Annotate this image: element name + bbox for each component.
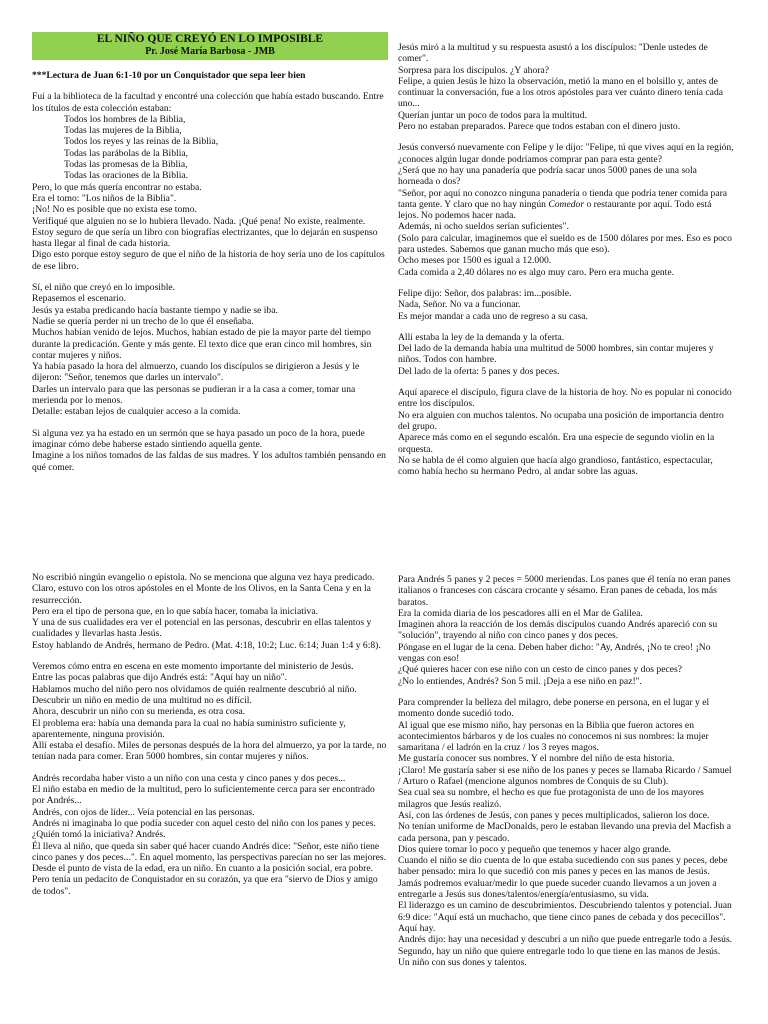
document-title: EL NIÑO QUE CREYÓ EN LO IMPOSIBLE <box>96 33 324 45</box>
text-line: Nada, Señor. No va a funcionar. <box>398 299 521 311</box>
text-line: Sea cual sea su nombre, el hecho es que fue protagonista de uno de los mayores milagros que Jesús realizó. <box>398 787 704 810</box>
text-line: Jesús miró a la multitud y su respuesta asustó a los discípulos: "Denle ustedes de comer". <box>398 42 708 65</box>
text-line: Imagine a los niños tomados de las faldas de sus madres. Y los adultos también pensando en qué comer. <box>32 450 386 473</box>
text-line: Hablamos mucho del niño pero nos olvidamos de quién realmente descubrió al niño. <box>32 683 357 695</box>
text-line: Además, ni ocho sueldos serían suficientes". <box>398 221 569 233</box>
text-line: ¿Será que no hay una panadería que podría sacar unos 5000 panes de una sola horneada o dos? <box>398 164 697 188</box>
text-line: Él lleva al niño, que queda sin saber qué hacer cuando Andrés dice: "Señor, este niño tiene cinco panes y dos peces...". En aquel momento, las perspectivas parecían no ser las mejores. <box>32 840 386 863</box>
text-line: Al igual que ese mismo niño, hay personas en la Biblia que fueron actores en acontecimientos bárbaros y de los cuales no conocemos ni sus nombres: la mujer samaritana / el ladrón en la cruz / los 3 reyes magos. <box>398 719 709 754</box>
text-line: Felipe dijo: Señor, dos palabras: im...posible. <box>398 287 572 299</box>
text-line: Estoy seguro de que sería un libro con biografías electrizantes, que lo dejarán en suspenso hasta llegar al final de cada historia. <box>32 226 378 250</box>
paragraph <box>32 282 388 418</box>
text-line: El niño estaba en medio de la multitud, pero lo suficientemente cerca para ser encontrado por Andrés... <box>32 784 375 807</box>
text-line: Pero no estaban preparados. Parece que todos estaban con el dinero justo. <box>398 121 681 133</box>
text-line: Querían juntar un poco de todos para la multitud. <box>398 109 587 121</box>
text-line: Nadie se quería perder ni un trecho de lo que él enseñaba. <box>32 315 254 327</box>
text-line: El liderazgo es un camino de descubrimientos. Descubriendo talentos y potencial. Juan 6:9 dice: "Aquí está un muchacho, que tiene cinco panes de cebada y dos pececillos". Aquí hay. <box>398 900 732 934</box>
paragraph <box>32 91 388 272</box>
paragraph <box>398 574 734 687</box>
text-line: Todas las oraciones de la Biblia. <box>64 170 189 182</box>
text-line: Andrés dijo: hay una necesidad y descubrí a un niño que puede entregarle todo a Jesús. <box>398 934 733 946</box>
text-line: Es mejor mandar a cada uno de regreso a su casa. <box>398 310 588 322</box>
paragraph <box>32 428 388 473</box>
paragraph <box>398 142 734 278</box>
text-line: Ocho meses por 1500 es igual a 12.000. <box>398 255 552 267</box>
text-line: Sorpresa para los discípulos. ¿Y ahora? <box>398 64 549 76</box>
text-line: Para comprender la belleza del milagro, debe ponerse en persona, en el lugar y el momento donde sucedió todo. <box>398 696 710 720</box>
column-body <box>32 572 388 897</box>
column-bottom-right <box>398 574 734 1024</box>
text-line: Si alguna vez ya ha estado en un sermón que se haya pasado un poco de la hora, puede imaginar cómo debe haberse estado sintiendo aquella gente. <box>32 427 365 450</box>
text-line: Jamás podremos evaluar/medir lo que puede suceder cuando llevamos a un joven a entregarle a Jesús sus dones/talentos/energía/entusiasmo, su vida. <box>398 877 717 901</box>
text-line: Todas las promesas de la Biblia, <box>64 159 188 171</box>
text-line: ¡Claro! Me gustaría saber si ese niño de los panes y peces se llamaba Ricardo / Samuel / Arturo o Rafael (mencione algunos nombres de Conquis de su Club). <box>398 764 732 788</box>
text-line: Era el tomo: "Los niños de la Biblia". <box>32 192 177 204</box>
title-banner <box>32 32 388 60</box>
column-body <box>398 574 734 968</box>
text-line: Pero era el tipo de persona que, en lo que sabía hacer, tomaba la iniciativa. <box>32 605 318 617</box>
text-line: Fui a la biblioteca de la facultad y encontré una colección que había estado buscando. Entre los títulos de esta colección estaban: <box>32 91 384 114</box>
text-line: Del lado de la demanda había una multitud de 5000 hombres, sin contar mujeres y niños. Todos con hambre. <box>398 343 714 366</box>
text-line: No escribió ningún evangelio o epístola. No se menciona que alguna vez haya predicado. Claro, estuvo con los otros apóstoles en el Monte de los Olivos, en la Santa Cena y en la resurrección. <box>32 572 375 606</box>
text-line: Imaginen ahora la reacción de los demás discípulos cuando Andrés apareció con su "solución", trayendo al niño con cinco panes y dos peces. <box>398 619 718 642</box>
text-line: Para Andrés 5 panes y 2 peces = 5000 meriendas. Los panes que él tenía no eran panes italianos o franceses con cáscara crocante y sésamo. Eran panes de cebada, los más baratos. <box>398 574 731 608</box>
text-line: ¡No! No es posible que no exista ese tomo. <box>32 204 197 216</box>
text-line: Pero, lo que más quería encontrar no estaba. <box>32 181 202 193</box>
reading-instruction: ***Lectura de Juan 6:1-10 por un Conquistador que sepa leer bien <box>32 70 306 81</box>
text-line: Sí, el niño que creyó en lo imposible. <box>32 282 176 294</box>
column-body <box>398 42 734 477</box>
text-line: No era alguien con muchos talentos. No ocupaba una posición de importancia dentro del grupo. <box>398 409 724 432</box>
text-line: Descubrir un niño en medio de una multitud no es difícil. <box>32 694 252 706</box>
paragraph <box>398 288 734 322</box>
text-line: Y una de sus cualidades era ver el potencial en las personas, descubrir en ellas talentos y cualidades y llevarlas hasta Jesús. <box>32 617 372 640</box>
text-line: Jesús ya estaba predicando hacía bastante tiempo y nadie se iba. <box>32 304 278 316</box>
text-line: ¿Quién tomó la iniciativa? Andrés. <box>32 829 166 841</box>
text-line: Detalle: estaban lejos de cualquier acceso a la comida. <box>32 406 241 418</box>
paragraph <box>398 42 734 132</box>
text-line: Veremos cómo entra en escena en este momento importante del ministerio de Jesús. <box>32 661 354 673</box>
text-line: Cada comida a 2,40 dólares no es algo muy caro. Pero era mucha gente. <box>398 266 674 278</box>
text-line: Ahora, descubrir un niño con su merienda, es otra cosa. <box>32 706 246 718</box>
text-line: Desde el punto de vista de la edad, era un niño. En cuanto a la posición social, era pobre. <box>32 863 373 875</box>
text-line: Muchos habían venido de lejos. Muchos, habían estado de pie la mayor parte del tiempo durante la predicación. Gente y más gente. El texto dice que eran cinco mil hombres, sin contar mujeres y niños. <box>32 327 372 361</box>
text-line: Felipe, a quien Jesús le hizo la observación, metió la mano en el bolsillo y, antes de continuar la conversación, fue a los otros apóstoles para ver cuánto dinero tenía cada uno... <box>398 75 723 110</box>
text-line: Me gustaría conocer sus nombres. Y el nombre del niño de esta historia. <box>398 753 675 765</box>
text-line: Entre las pocas palabras que dijo Andrés está: "Aquí hay un niño". <box>32 672 288 684</box>
paragraph <box>32 773 388 897</box>
text-line: Andrés recordaba haber visto a un niño con una cesta y cinco panes y dos peces... <box>32 772 346 784</box>
text-line: Todas las parábolas de la Biblia, <box>64 147 189 159</box>
paragraph <box>398 387 734 477</box>
text-line: Póngase en el lugar de la cena. Deben haber dicho: "Ay, Andrés, ¡No te creo! ¡No vengas con eso! <box>398 641 711 665</box>
text-line: Jesús conversó nuevamente con Felipe y le dijo: "Felipe, tú que vives aquí en la región, ¿conoces algún lugar donde podríamos comprar pan para esta gente? <box>398 142 734 165</box>
paragraph <box>32 572 388 651</box>
text-line: Estoy hablando de Andrés, hermano de Pedro. (Mat. 4:18, 10:2; Luc. 6:14; Juan 1:4 y 6:8). <box>32 639 381 651</box>
text-line: ¿No lo entiendes, Andrés? Son 5 mil. ¡Deja a ese niño en paz!". <box>398 675 642 687</box>
text-line: Era la comida diaria de los pescadores allí en el Mar de Galilea. <box>398 607 643 619</box>
text-line: El problema era: había una demanda para la cual no había suministro suficiente y, aparentemente, ninguna provisión. <box>32 717 346 740</box>
text-line: Todos los hombres de la Biblia, <box>64 113 186 125</box>
text-line: Así, con las órdenes de Jesús, con panes y peces multiplicados, salieron los doce. <box>398 809 710 821</box>
text-line: Ya había pasado la hora del almuerzo, cuando los discípulos se dirigieron a Jesús y le dijeron: "Señor, tenemos que darles un intervalo". <box>32 361 360 384</box>
paragraph <box>398 332 734 377</box>
text-line: Todas las mujeres de la Biblia, <box>64 125 182 137</box>
text-line: No se habla de él como alguien que hacía algo grandioso, fantástico, espectacular, como había hecho su hermano Pedro, al andar sobre las aguas. <box>398 454 713 478</box>
text-line: Allí estaba la ley de la demanda y la oferta. <box>398 331 565 343</box>
text-line: Verifiqué que alguien no se lo hubiera llevado. Nada. ¡Qué pena! No existe, realmente. <box>32 215 366 227</box>
text-line: "Señor, por aquí no conozco ninguna panadería o tienda que podría tener comida para tanta gente. Y claro que no hay ningún Comedor o restaurante por aquí. Todo está lejos. No podemos hacer nada. <box>398 187 728 222</box>
column-bottom-left <box>32 572 388 1024</box>
column-top-left <box>32 32 388 522</box>
text-line: Darles un intervalo para que las personas se pudieran ir a la casa a comer, tomar una merienda por lo menos. <box>32 383 356 407</box>
text-line: Dios quiere tomar lo poco y pequeño que tenemos y hacer algo grande. <box>398 843 672 855</box>
document-author: Pr. José María Barbosa - JMB <box>145 46 275 57</box>
paragraph <box>32 661 388 763</box>
column-body <box>32 91 388 473</box>
text-line: Allí estaba el desafío. Miles de personas después de la hora del almuerzo, ya por la tarde, no tenían nada para comer. Eran 5000 hombres, sin contar mujeres y niños. <box>32 740 387 763</box>
text-line: Andrés, con ojos de líder... Veía potencial en las personas. <box>32 806 255 818</box>
text-line: Cuando el niño se dio cuenta de lo que estaba sucediendo con sus panes y peces, debe haber pensado: mira lo que sucedió con mis panes y peces en las manos de Jesús. <box>398 855 728 878</box>
paragraph <box>398 697 734 968</box>
text-line: Todos los reyes y las reinas de la Biblia, <box>64 136 219 148</box>
column-top-right <box>398 42 734 512</box>
text-line: No tenían uniforme de MacDonalds, pero le estaban llevando una previa del Macfish a cada persona, pan y pescado. <box>398 821 731 844</box>
text-line: Segundo, hay un niño que quiere entregarle todo lo que tiene en las manos de Jesús. Un niño con sus dones y talentos. <box>398 945 721 968</box>
text-line: Digo esto porque estoy seguro de que el niño de la historia de hoy sería uno de los capítulos de ese libro. <box>32 249 385 272</box>
text-line: ¿Qué quieres hacer con ese niño con un cesto de cinco panes y dos peces? <box>398 664 682 676</box>
text-line: Repasemos el escenario. <box>32 293 127 305</box>
text-line: Aparece más como en el segundo escalón. Era una especie de segundo violín en la orquesta. <box>398 432 715 455</box>
text-line: Pero tenía un pedacito de Conquistador en su corazón, ya que era "siervo de Dios y amigo de todos". <box>32 874 378 897</box>
text-line: (Solo para calcular, imaginemos que el sueldo es de 1500 dólares por mes. Eso es poco para ustedes. Sabemos que ganan mucho más que eso). <box>398 232 732 256</box>
text-line: Aquí aparece el discípulo, figura clave de la historia de hoy. No es popular ni conocido entre los discípulos. <box>398 387 732 410</box>
text-line: Del lado de la oferta: 5 panes y dos peces. <box>398 365 560 377</box>
text-line: Andrés ni imaginaba lo que podía suceder con aquel cesto del niño con los panes y peces. <box>32 817 376 829</box>
